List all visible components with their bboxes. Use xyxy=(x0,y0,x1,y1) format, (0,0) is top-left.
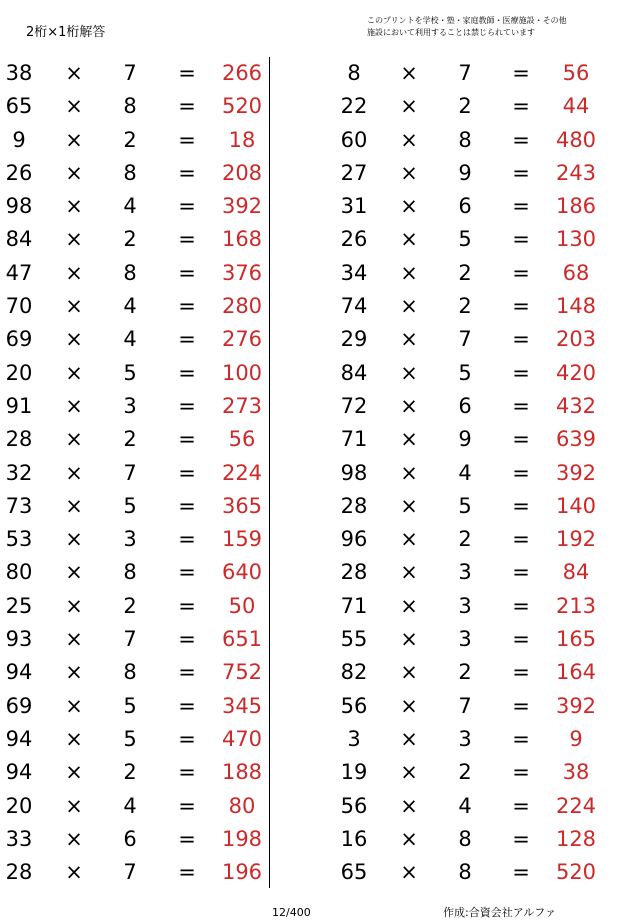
multiplier: 8 xyxy=(123,560,137,585)
times-sign: × xyxy=(400,327,418,352)
multiplicand: 34 xyxy=(340,260,368,285)
multiplicand: 94 xyxy=(5,660,33,685)
multiplicand: 20 xyxy=(5,360,33,385)
multiplicand: 29 xyxy=(340,327,368,352)
equals-sign: = xyxy=(178,127,196,152)
answer: 365 xyxy=(221,493,263,518)
equals-sign: = xyxy=(512,660,530,685)
times-sign: × xyxy=(65,660,83,685)
answer: 208 xyxy=(221,160,263,185)
multiplier: 9 xyxy=(458,160,472,185)
times-sign: × xyxy=(65,860,83,885)
equals-sign: = xyxy=(178,593,196,618)
multiplier: 2 xyxy=(458,260,472,285)
answer: 168 xyxy=(221,227,263,252)
multiplicand: 28 xyxy=(340,493,368,518)
times-sign: × xyxy=(65,527,83,552)
equals-sign: = xyxy=(512,194,530,219)
times-sign: × xyxy=(65,427,83,452)
equals-sign: = xyxy=(512,160,530,185)
equals-sign: = xyxy=(178,61,196,85)
answer: 130 xyxy=(555,227,597,252)
answer: 276 xyxy=(221,327,263,352)
equals-sign: = xyxy=(178,627,196,652)
answer: 68 xyxy=(562,260,590,285)
equals-sign: = xyxy=(178,94,196,119)
multiplier: 8 xyxy=(123,160,137,185)
equals-sign: = xyxy=(178,660,196,685)
times-sign: × xyxy=(400,826,418,851)
times-sign: × xyxy=(400,527,418,552)
times-sign: × xyxy=(400,260,418,285)
equals-sign: = xyxy=(178,227,196,252)
answer: 100 xyxy=(221,360,263,385)
answer: 432 xyxy=(555,393,597,418)
answer: 392 xyxy=(555,460,597,485)
multiplicand: 55 xyxy=(340,627,368,652)
multiplicand: 84 xyxy=(340,360,368,385)
multiplier: 4 xyxy=(458,793,472,818)
equals-sign: = xyxy=(512,294,530,319)
equals-sign: = xyxy=(178,393,196,418)
times-sign: × xyxy=(65,61,83,85)
equals-sign: = xyxy=(512,760,530,785)
multiplier: 2 xyxy=(458,527,472,552)
multiplier: 4 xyxy=(123,194,137,219)
answer: 128 xyxy=(555,826,597,851)
equals-sign: = xyxy=(178,527,196,552)
equals-sign: = xyxy=(512,360,530,385)
times-sign: × xyxy=(65,260,83,285)
multiplier: 2 xyxy=(123,760,137,785)
multiplier: 5 xyxy=(123,726,137,751)
multiplier: 4 xyxy=(123,327,137,352)
answer: 56 xyxy=(562,61,590,85)
multiplicand: 25 xyxy=(5,593,33,618)
answer: 520 xyxy=(221,94,263,119)
multiplicand: 3 xyxy=(347,726,361,751)
answer: 280 xyxy=(221,294,263,319)
equals-sign: = xyxy=(512,393,530,418)
answer: 345 xyxy=(221,693,263,718)
multiplicand: 20 xyxy=(5,793,33,818)
multiplicand: 26 xyxy=(5,160,33,185)
equals-sign: = xyxy=(512,826,530,851)
times-sign: × xyxy=(400,560,418,585)
times-sign: × xyxy=(400,460,418,485)
multiplicand: 33 xyxy=(5,826,33,851)
answer: 243 xyxy=(555,160,597,185)
equals-sign: = xyxy=(512,94,530,119)
multiplicand: 56 xyxy=(340,693,368,718)
multiplier: 5 xyxy=(458,493,472,518)
answer: 420 xyxy=(555,360,597,385)
multiplicand: 82 xyxy=(340,660,368,685)
multiplicand: 32 xyxy=(5,460,33,485)
equals-sign: = xyxy=(178,160,196,185)
times-sign: × xyxy=(65,393,83,418)
equals-sign: = xyxy=(178,327,196,352)
answer: 376 xyxy=(221,260,263,285)
equals-sign: = xyxy=(512,493,530,518)
multiplicand: 93 xyxy=(5,627,33,652)
times-sign: × xyxy=(400,493,418,518)
equals-sign: = xyxy=(178,260,196,285)
times-sign: × xyxy=(400,227,418,252)
answer: 266 xyxy=(221,61,263,85)
multiplier: 8 xyxy=(458,860,472,885)
usage-notice-line-1: このプリントを学校・塾・家庭教師・医療施設・その他 xyxy=(367,16,567,25)
multiplier: 3 xyxy=(458,560,472,585)
times-sign: × xyxy=(65,826,83,851)
answer: 164 xyxy=(555,660,597,685)
multiplier: 3 xyxy=(458,627,472,652)
multiplicand: 98 xyxy=(340,460,368,485)
multiplier: 3 xyxy=(123,393,137,418)
multiplicand: 26 xyxy=(340,227,368,252)
equals-sign: = xyxy=(178,726,196,751)
multiplicand: 19 xyxy=(340,760,368,785)
answer: 752 xyxy=(221,660,263,685)
equals-sign: = xyxy=(512,227,530,252)
answer: 186 xyxy=(555,194,597,219)
usage-notice-line-2: 施設において利用することは禁じられています xyxy=(367,28,535,37)
times-sign: × xyxy=(65,793,83,818)
equals-sign: = xyxy=(512,627,530,652)
equals-sign: = xyxy=(178,460,196,485)
answer: 392 xyxy=(221,194,263,219)
multiplicand: 56 xyxy=(340,793,368,818)
answer: 159 xyxy=(221,527,263,552)
answer: 9 xyxy=(569,726,583,751)
multiplier: 5 xyxy=(458,360,472,385)
answer: 651 xyxy=(221,627,263,652)
answer: 38 xyxy=(562,760,590,785)
usage-notice xyxy=(367,15,567,39)
times-sign: × xyxy=(400,760,418,785)
equals-sign: = xyxy=(178,194,196,219)
times-sign: × xyxy=(400,393,418,418)
multiplicand: 16 xyxy=(340,826,368,851)
times-sign: × xyxy=(65,760,83,785)
answer: 224 xyxy=(221,460,263,485)
multiplier: 7 xyxy=(458,61,472,85)
multiplicand: 94 xyxy=(5,760,33,785)
multiplier: 8 xyxy=(458,127,472,152)
multiplicand: 71 xyxy=(340,593,368,618)
times-sign: × xyxy=(400,194,418,219)
multiplier: 6 xyxy=(458,194,472,219)
equals-sign: = xyxy=(512,327,530,352)
equals-sign: = xyxy=(512,860,530,885)
equals-sign: = xyxy=(512,693,530,718)
multiplier: 4 xyxy=(123,294,137,319)
multiplicand: 94 xyxy=(5,726,33,751)
equals-sign: = xyxy=(178,693,196,718)
equals-sign: = xyxy=(178,826,196,851)
multiplier: 2 xyxy=(123,127,137,152)
multiplier: 7 xyxy=(123,627,137,652)
equals-sign: = xyxy=(178,760,196,785)
multiplier: 8 xyxy=(123,660,137,685)
multiplier: 7 xyxy=(123,61,137,85)
times-sign: × xyxy=(400,860,418,885)
equals-sign: = xyxy=(178,793,196,818)
answer: 213 xyxy=(555,593,597,618)
multiplier: 2 xyxy=(458,94,472,119)
answer: 203 xyxy=(555,327,597,352)
multiplier: 2 xyxy=(458,760,472,785)
multiplicand: 8 xyxy=(347,61,361,85)
answer: 140 xyxy=(555,493,597,518)
multiplier: 5 xyxy=(123,693,137,718)
multiplier: 2 xyxy=(123,427,137,452)
multiplier: 8 xyxy=(458,826,472,851)
times-sign: × xyxy=(400,160,418,185)
answer: 148 xyxy=(555,294,597,319)
multiplicand: 60 xyxy=(340,127,368,152)
multiplicand: 28 xyxy=(5,427,33,452)
multiplier: 7 xyxy=(123,460,137,485)
multiplicand: 73 xyxy=(5,493,33,518)
multiplier: 5 xyxy=(458,227,472,252)
equals-sign: = xyxy=(512,593,530,618)
multiplicand: 28 xyxy=(5,860,33,885)
equals-sign: = xyxy=(512,726,530,751)
times-sign: × xyxy=(65,127,83,152)
multiplier: 6 xyxy=(123,826,137,851)
times-sign: × xyxy=(65,593,83,618)
answer: 56 xyxy=(228,427,256,452)
multiplicand: 38 xyxy=(5,61,33,85)
times-sign: × xyxy=(400,294,418,319)
times-sign: × xyxy=(400,726,418,751)
answer: 520 xyxy=(555,860,597,885)
equals-sign: = xyxy=(512,61,530,85)
answer: 192 xyxy=(555,527,597,552)
times-sign: × xyxy=(65,726,83,751)
answer: 18 xyxy=(228,127,256,152)
multiplicand: 27 xyxy=(340,160,368,185)
equals-sign: = xyxy=(178,493,196,518)
times-sign: × xyxy=(400,693,418,718)
times-sign: × xyxy=(400,593,418,618)
answer: 165 xyxy=(555,627,597,652)
multiplicand: 69 xyxy=(5,693,33,718)
multiplicand: 72 xyxy=(340,393,368,418)
times-sign: × xyxy=(400,360,418,385)
multiplier: 2 xyxy=(123,593,137,618)
equals-sign: = xyxy=(512,560,530,585)
multiplier: 7 xyxy=(458,693,472,718)
multiplicand: 96 xyxy=(340,527,368,552)
multiplier: 4 xyxy=(123,793,137,818)
answer: 273 xyxy=(221,393,263,418)
multiplicand: 22 xyxy=(340,94,368,119)
times-sign: × xyxy=(65,493,83,518)
answer: 188 xyxy=(221,760,263,785)
equals-sign: = xyxy=(512,527,530,552)
answer: 80 xyxy=(228,793,256,818)
times-sign: × xyxy=(65,693,83,718)
equals-sign: = xyxy=(512,793,530,818)
multiplier: 3 xyxy=(123,527,137,552)
multiplicand: 9 xyxy=(12,127,26,152)
multiplier: 6 xyxy=(458,393,472,418)
multiplier: 2 xyxy=(458,294,472,319)
multiplicand: 70 xyxy=(5,294,33,319)
equals-sign: = xyxy=(178,860,196,885)
times-sign: × xyxy=(400,427,418,452)
multiplicand: 69 xyxy=(5,327,33,352)
multiplier: 3 xyxy=(458,726,472,751)
multiplicand: 65 xyxy=(340,860,368,885)
equals-sign: = xyxy=(512,460,530,485)
equals-sign: = xyxy=(178,427,196,452)
multiplier: 5 xyxy=(123,493,137,518)
times-sign: × xyxy=(65,194,83,219)
multiplicand: 65 xyxy=(5,94,33,119)
multiplicand: 71 xyxy=(340,427,368,452)
times-sign: × xyxy=(400,627,418,652)
times-sign: × xyxy=(400,660,418,685)
answer: 640 xyxy=(221,560,263,585)
answer: 470 xyxy=(221,726,263,751)
multiplicand: 80 xyxy=(5,560,33,585)
author-credit: 作成:合資会社アルファ xyxy=(443,906,557,919)
answer: 196 xyxy=(221,860,263,885)
times-sign: × xyxy=(65,560,83,585)
multiplicand: 84 xyxy=(5,227,33,252)
page-number: 12/400 xyxy=(272,906,311,919)
times-sign: × xyxy=(65,94,83,119)
times-sign: × xyxy=(65,327,83,352)
multiplicand: 98 xyxy=(5,194,33,219)
multiplier: 7 xyxy=(458,327,472,352)
multiplier: 3 xyxy=(458,593,472,618)
equals-sign: = xyxy=(178,360,196,385)
times-sign: × xyxy=(65,294,83,319)
multiplier: 8 xyxy=(123,94,137,119)
equals-sign: = xyxy=(178,560,196,585)
times-sign: × xyxy=(400,793,418,818)
column-divider xyxy=(269,57,270,888)
equals-sign: = xyxy=(178,294,196,319)
multiplicand: 91 xyxy=(5,393,33,418)
answer: 84 xyxy=(562,560,590,585)
times-sign: × xyxy=(65,160,83,185)
multiplier: 5 xyxy=(123,360,137,385)
equals-sign: = xyxy=(512,260,530,285)
answer: 480 xyxy=(555,127,597,152)
multiplicand: 31 xyxy=(340,194,368,219)
multiplier: 9 xyxy=(458,427,472,452)
multiplicand: 74 xyxy=(340,294,368,319)
multiplicand: 28 xyxy=(340,560,368,585)
multiplier: 4 xyxy=(458,460,472,485)
equals-sign: = xyxy=(512,427,530,452)
times-sign: × xyxy=(400,61,418,85)
multiplicand: 53 xyxy=(5,527,33,552)
answer: 44 xyxy=(562,94,590,119)
times-sign: × xyxy=(65,627,83,652)
equals-sign: = xyxy=(512,127,530,152)
multiplicand: 47 xyxy=(5,260,33,285)
times-sign: × xyxy=(400,94,418,119)
worksheet-title: 2桁×1桁解答 xyxy=(26,25,106,40)
multiplier: 2 xyxy=(458,660,472,685)
times-sign: × xyxy=(400,127,418,152)
answer: 224 xyxy=(555,793,597,818)
multiplier: 2 xyxy=(123,227,137,252)
multiplier: 8 xyxy=(123,260,137,285)
times-sign: × xyxy=(65,227,83,252)
answer: 639 xyxy=(555,427,597,452)
times-sign: × xyxy=(65,460,83,485)
answer: 392 xyxy=(555,693,597,718)
answer: 198 xyxy=(221,826,263,851)
times-sign: × xyxy=(65,360,83,385)
multiplier: 7 xyxy=(123,860,137,885)
answer: 50 xyxy=(228,593,256,618)
